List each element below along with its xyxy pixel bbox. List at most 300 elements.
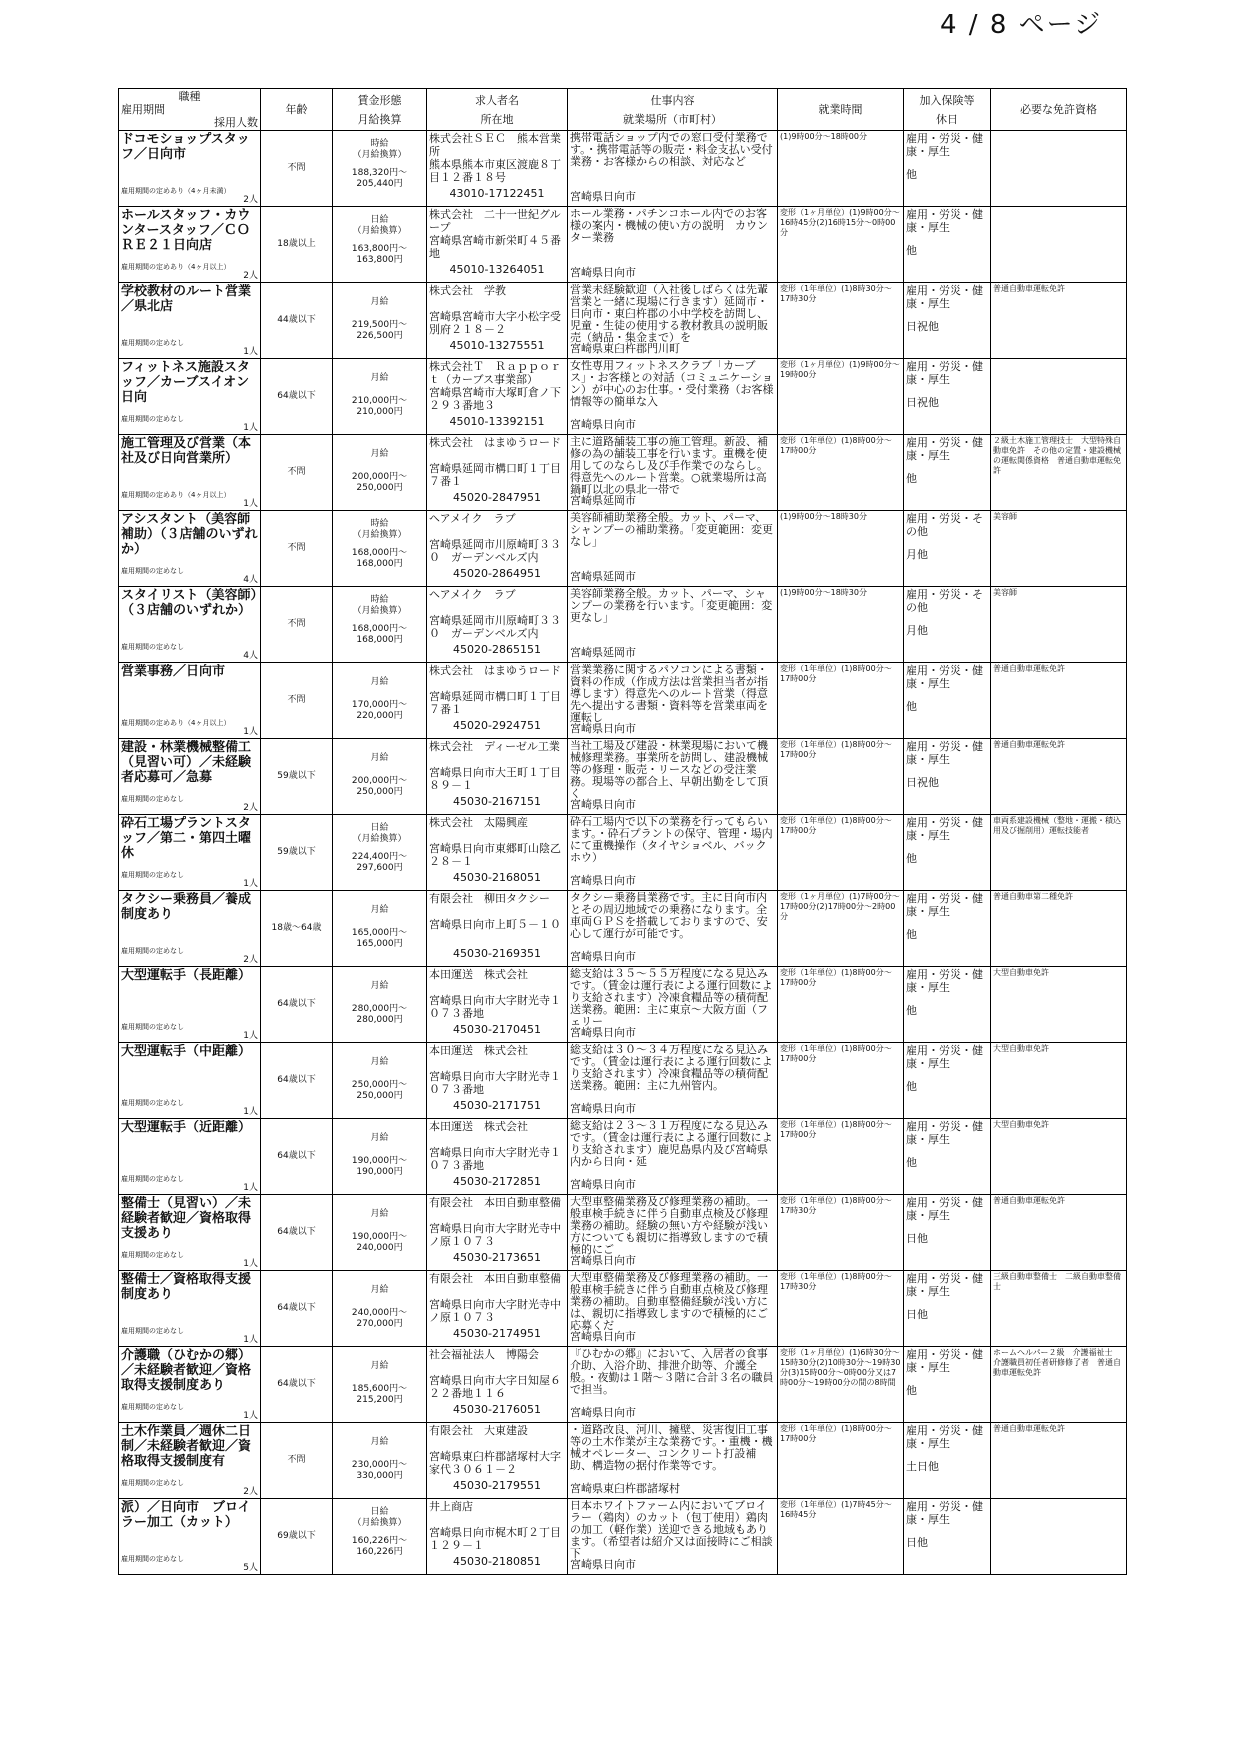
insurance: 雇用・労災・健康・厚生: [906, 816, 983, 842]
insurance-cell: [904, 587, 991, 663]
employment-period: 雇用期間の定めなし: [121, 567, 184, 575]
hire-count: 1人: [243, 1259, 258, 1269]
license-cell: [991, 1499, 1127, 1575]
holidays: 他: [906, 700, 917, 713]
work-cell: [568, 1347, 778, 1423]
wage-max: 270,000円: [356, 1319, 403, 1329]
wage-min: 163,800円～: [351, 244, 408, 254]
job-cell: [119, 587, 261, 663]
table-row: [119, 1195, 1127, 1271]
employer-name: 本田運送 株式会社: [429, 968, 528, 981]
holidays: 他: [906, 1080, 917, 1093]
hours-cell: (1)9時00分～18時30分: [778, 511, 904, 587]
insurance: 雇用・労災・健康・厚生: [906, 1348, 983, 1374]
work-cell: [568, 1499, 778, 1575]
employer-address: 宮崎県日向市大字財光寺中ノ原１０７３: [429, 1298, 561, 1324]
employer-name: 本田運送 株式会社: [429, 1120, 528, 1133]
work-place: 宮崎県日向市: [570, 418, 636, 431]
job-number: 45030-2170451: [453, 1023, 541, 1036]
employer-address: 宮崎県宮崎市大字小松字受別府２１８－２: [429, 310, 561, 336]
insurance-cell: [904, 359, 991, 435]
work-place: 宮崎県日向市: [570, 1102, 636, 1115]
employer-name: 株式会社 ディーゼル工業: [429, 740, 560, 753]
age-cell: 64歳以下: [261, 1195, 333, 1271]
job-number: 45020-2865151: [453, 643, 541, 656]
employer-address: 宮崎県日向市大字財光寺中ノ原１０７３: [429, 1222, 561, 1248]
job-title: スタイリスト（美容師）（３店舗のいずれか）: [121, 588, 257, 618]
work-content: 大型車整備業務及び修理業務の補助。一般車検手続きに伴う自動車点検及び修理業務の補助。自動車整備経験が浅い方には、親切に指導致しますので積極的にご応募くだ: [570, 1272, 768, 1331]
work-cell: [568, 587, 778, 663]
job-cell: [119, 435, 261, 511]
wage-min: 224,400円～: [351, 852, 408, 862]
wage-cell: [333, 1499, 427, 1575]
job-title: 大型運転手（近距離）: [121, 1120, 252, 1135]
wage-cell: [333, 131, 427, 207]
wage-max: 215,200円: [356, 1395, 403, 1405]
employer-address: 宮崎県宮崎市大塚町倉ノ下２９３番地３: [429, 386, 561, 412]
wage-type: 日給: [370, 823, 389, 833]
table-header: [119, 89, 1127, 131]
work-place: 宮崎県延岡市: [570, 570, 636, 583]
job-number: 45030-2169351: [453, 947, 541, 960]
wage-min: 185,600円～: [351, 1384, 408, 1394]
insurance-cell: [904, 435, 991, 511]
holidays: 土日他: [906, 1460, 939, 1473]
wage-max: 210,000円: [356, 407, 403, 417]
hours-cell: 変形（1年単位）(1)8時00分～17時00分: [778, 815, 904, 891]
work-place: 宮崎県東臼杵郡門川町: [570, 342, 680, 355]
work-cell: [568, 359, 778, 435]
employer-name: 株式会社 はまゆうロード: [429, 664, 561, 677]
work-content: 美容師業務全般。カット、パーマ、シャンプーの業務を行います。「変更範囲：変更なし」: [570, 588, 773, 624]
license-cell: 大型自動車免許: [991, 967, 1127, 1043]
wage-cell: [333, 1271, 427, 1347]
wage-cell: [333, 359, 427, 435]
wage-min: 230,000円～: [351, 1460, 408, 1470]
job-number: 45030-2167151: [453, 795, 541, 808]
employment-period: 雇用期間の定めなし: [121, 1099, 184, 1107]
work-cell: [568, 1195, 778, 1271]
job-number: 43010-17122451: [449, 187, 545, 200]
work-content: ・道路改良、河川、擁壁、災害復旧工事等の土木作業が主な業務です。・重機・機械オペレーター、コンクリート打設補助、構造物の据付作業等です。: [570, 1424, 773, 1472]
wage-cell: [333, 1043, 427, 1119]
header-wage: 賃金形態 月給換算: [333, 89, 427, 131]
job-title: 営業事務／日向市: [121, 664, 226, 679]
holidays: 他: [906, 472, 917, 485]
hours-cell: 変形（1ヶ月単位）(1)6時30分～15時30分(2)10時30分～19時30分(3)15時00分～0時00分又は7時00分～19時00分の間の8時間: [778, 1347, 904, 1423]
job-title: 大型運転手（中距離）: [121, 1044, 252, 1059]
hire-count: 4人: [243, 575, 258, 585]
wage-min: 160,226円～: [351, 1536, 408, 1546]
employer-cell: [427, 1271, 568, 1347]
wage-cell: [333, 739, 427, 815]
age-cell: 64歳以下: [261, 1271, 333, 1347]
job-cell: [119, 131, 261, 207]
license-cell: 普通自動車運転免許: [991, 1423, 1127, 1499]
job-cell: [119, 1423, 261, 1499]
holidays: 日他: [906, 1232, 928, 1245]
insurance: 雇用・労災・健康・厚生: [906, 1272, 983, 1298]
work-cell: [568, 1043, 778, 1119]
employment-period: 雇用期間の定めあり（4ヶ月未満）: [121, 187, 231, 195]
work-place: 宮崎県日向市: [570, 950, 636, 963]
wage-max: 190,000円: [356, 1167, 403, 1177]
job-number: 45030-2180851: [453, 1555, 541, 1568]
employer-name: 株式会社 はまゆうロード: [429, 436, 561, 449]
work-cell: [568, 739, 778, 815]
employment-period: 雇用期間の定めなし: [121, 1479, 184, 1487]
age-cell: 44歳以下: [261, 283, 333, 359]
job-number: 45030-2179551: [453, 1479, 541, 1492]
hours-cell: 変形（1年単位）(1)8時00分～17時00分: [778, 1043, 904, 1119]
table-row: [119, 511, 1127, 587]
license-cell: 大型自動車免許: [991, 1043, 1127, 1119]
wage-type: 月給: [370, 372, 389, 383]
table-row: [119, 1347, 1127, 1423]
employer-cell: [427, 663, 568, 739]
wage-min: 240,000円～: [351, 1308, 408, 1318]
employer-cell: [427, 283, 568, 359]
work-cell: [568, 663, 778, 739]
hire-count: 1人: [243, 347, 258, 357]
age-cell: 不問: [261, 1423, 333, 1499]
table-row: [119, 435, 1127, 511]
job-cell: [119, 283, 261, 359]
insurance: 雇用・労災・健康・厚生: [906, 1196, 983, 1222]
work-place: 宮崎県日向市: [570, 1178, 636, 1191]
job-number: 45020-2864951: [453, 567, 541, 580]
job-cell: [119, 1347, 261, 1423]
wage-type: 月給: [370, 904, 389, 915]
license-cell: [991, 359, 1127, 435]
age-cell: 64歳以下: [261, 967, 333, 1043]
wage-max: 160,226円: [356, 1547, 403, 1557]
age-cell: 不問: [261, 663, 333, 739]
license-cell: 普通自動車運転免許: [991, 1195, 1127, 1271]
header-hours: 就業時間: [778, 89, 904, 131]
work-place: 宮崎県日向市: [570, 1558, 636, 1571]
wage-min: 165,000円～: [351, 928, 408, 938]
license-cell: 三級自動車整備士 二級自動車整備士: [991, 1271, 1127, 1347]
job-title: 介護職（ひむかの郷）／未経験者歓迎／資格取得支援制度あり: [121, 1348, 252, 1393]
job-listing-table: [118, 88, 1127, 1575]
employment-period: 雇用期間の定めあり（4ヶ月以上）: [121, 719, 231, 727]
wage-max: 330,000円: [356, 1471, 403, 1481]
holidays: 月他: [906, 624, 928, 637]
table-row: [119, 1271, 1127, 1347]
table-row: [119, 891, 1127, 967]
wage-type: 月給: [370, 1284, 389, 1295]
hire-count: 1人: [243, 423, 258, 433]
age-cell: 64歳以下: [261, 359, 333, 435]
employer-address: 宮崎県延岡市川原崎町３３０ ガーデンベルズ内: [429, 538, 561, 564]
insurance: 雇用・労災・健康・厚生: [906, 132, 983, 158]
wage-max: 205,440円: [356, 179, 403, 189]
age-cell: 不問: [261, 131, 333, 207]
work-place: 宮崎県日向市: [570, 266, 636, 279]
holidays: 日祝他: [906, 320, 939, 333]
license-cell: 美容師: [991, 511, 1127, 587]
insurance-cell: [904, 1195, 991, 1271]
employer-name: 株式会社Ｔ Ｒａｐｐｏｒｔ（カーブス事業部）: [429, 360, 561, 386]
employer-address: 宮崎県日向市大字財光寺１０７３番地: [429, 1070, 561, 1096]
table-row: [119, 815, 1127, 891]
wage-min: 200,000円～: [351, 472, 408, 482]
employer-cell: [427, 131, 568, 207]
wage-min: 280,000円～: [351, 1004, 408, 1014]
wage-cell: [333, 1119, 427, 1195]
work-cell: [568, 435, 778, 511]
header-age: 年齢: [261, 89, 333, 131]
wage-cell: [333, 283, 427, 359]
work-content: ホール業務・パチンコホール内でのお客様の案内・機械の使い方の説明 カウンター業務: [570, 208, 768, 244]
insurance-cell: [904, 131, 991, 207]
wage-cell: [333, 815, 427, 891]
job-cell: [119, 1119, 261, 1195]
wage-type: 日給: [370, 1507, 389, 1517]
hire-count: 1人: [243, 1107, 258, 1117]
employer-address: 宮崎県延岡市構口町１丁目７番１: [429, 690, 561, 716]
insurance-cell: [904, 663, 991, 739]
employer-address: 宮崎県日向市梶木町２丁目１２９－１: [429, 1526, 561, 1552]
work-content: タクシー乗務員業務です。主に日向市内とその周辺地域での乗務になります。全車両ＧＰＳを搭載しておりますので、安心して運行が可能です。: [570, 892, 768, 940]
wage-note: （月給換算）: [352, 150, 407, 160]
insurance: 雇用・労災・健康・厚生: [906, 892, 983, 918]
wage-min: 170,000円～: [351, 700, 408, 710]
age-cell: 69歳以下: [261, 1499, 333, 1575]
work-place: 宮崎県日向市: [570, 798, 636, 811]
age-cell: 不問: [261, 435, 333, 511]
wage-note: （月給換算）: [352, 1518, 407, 1528]
job-number: 45010-13264051: [449, 263, 545, 276]
wage-cell: [333, 1423, 427, 1499]
wage-min: 168,000円～: [351, 548, 408, 558]
wage-max: 220,000円: [356, 711, 403, 721]
work-content: 砕石工場内で以下の業務を行ってもらいます。・砕石プラントの保守、管理・場内にて重機操作（タイヤショベル、バックホウ）: [570, 816, 773, 864]
age-cell: 不問: [261, 511, 333, 587]
insurance: 雇用・労災・健康・厚生: [906, 1424, 983, 1450]
wage-max: 163,800円: [356, 255, 403, 265]
work-content: 日本ホワイトファーム内においてブロイラー（鶏肉）のカット（包丁使用）鶏肉の加工（軽作業）送迎できる地域もあります。（希望者は紹介又は面接時にご相談下: [570, 1500, 773, 1559]
wage-type: 月給: [370, 448, 389, 459]
wage-max: 297,600円: [356, 863, 403, 873]
employment-period: 雇用期間の定めなし: [121, 795, 184, 803]
employer-name: 株式会社ＳＥＣ 熊本営業所: [429, 132, 561, 158]
work-place: 宮崎県延岡市: [570, 646, 636, 659]
wage-cell: [333, 663, 427, 739]
work-content: 携帯電話ショップ内での窓口受付業務です。・携帯電話等の販売・料金支払い受付業務・お客様からの相談、対応など: [570, 132, 773, 168]
age-cell: 不問: [261, 587, 333, 663]
insurance-cell: [904, 511, 991, 587]
work-content: 大型車整備業務及び修理業務の補助。一般車検手続きに伴う自動車点検及び修理業務の補助。経験の無い方や経験が浅い方についても親切に指導致しますので積極的にご: [570, 1196, 768, 1255]
wage-min: 210,000円～: [351, 396, 408, 406]
age-cell: 59歳以下: [261, 739, 333, 815]
wage-max: 250,000円: [356, 483, 403, 493]
job-cell: [119, 967, 261, 1043]
employment-period: 雇用期間の定めなし: [121, 339, 184, 347]
wage-type: 時給: [370, 139, 389, 149]
wage-min: 168,000円～: [351, 624, 408, 634]
hire-count: 1人: [243, 1183, 258, 1193]
holidays: 他: [906, 1004, 917, 1017]
wage-type: 月給: [370, 296, 389, 307]
table-row: [119, 1043, 1127, 1119]
license-cell: [991, 131, 1127, 207]
holidays: 他: [906, 852, 917, 865]
wage-max: 168,000円: [356, 559, 403, 569]
employment-period: 雇用期間の定めなし: [121, 947, 184, 955]
hours-cell: 変形（1年単位）(1)8時00分～17時00分: [778, 663, 904, 739]
insurance-cell: [904, 967, 991, 1043]
employer-name: 有限会社 柳田タクシー: [429, 892, 550, 905]
hours-cell: 変形（1年単位）(1)8時00分～17時30分: [778, 1195, 904, 1271]
wage-cell: [333, 1347, 427, 1423]
age-cell: 64歳以下: [261, 1043, 333, 1119]
work-content: 営業未経験歓迎（入社後しばらくは先輩営業と一緒に現場に行きます）延岡市・日向市・東臼杵郡の小中学校を訪問し、児童・生徒の使用する教材教具の説明販売（納品・集金まで）を: [570, 284, 768, 343]
age-cell: 18歳以上: [261, 207, 333, 283]
employer-cell: [427, 1499, 568, 1575]
wage-type: 月給: [370, 1360, 389, 1371]
employer-address: 宮崎県日向市大字日知屋６２２番地１１６: [429, 1374, 561, 1400]
hours-cell: (1)9時00分～18時00分: [778, 131, 904, 207]
work-content: 当社工場及び建設・林業現場において機械修理業務。事業所を訪問し、建設機械等の修理・販売・リースなどの受注業務。現場等の都合上、早朝出勤をして頂く: [570, 740, 768, 799]
wage-max: 280,000円: [356, 1015, 403, 1025]
hours-cell: 変形（1ヶ月単位）(1)9時00分～19時00分: [778, 359, 904, 435]
job-cell: [119, 1043, 261, 1119]
job-title: 建設・林業機械整備工（見習い可）／未経験者応募可／急募: [121, 740, 252, 785]
insurance: 雇用・労災・その他: [906, 588, 983, 614]
hire-count: 2人: [243, 803, 258, 813]
employer-name: 有限会社 本田自動車整備: [429, 1196, 561, 1209]
license-cell: 大型自動車免許: [991, 1119, 1127, 1195]
table-row: [119, 1119, 1127, 1195]
wage-note: （月給換算）: [352, 226, 407, 236]
job-cell: [119, 1195, 261, 1271]
wage-type: 月給: [370, 1436, 389, 1447]
hours-cell: 変形（1年単位）(1)7時45分～16時45分: [778, 1499, 904, 1575]
wage-cell: [333, 587, 427, 663]
employer-cell: [427, 815, 568, 891]
insurance-cell: [904, 1043, 991, 1119]
employer-name: 株式会社 太陽興産: [429, 816, 528, 829]
work-cell: [568, 1119, 778, 1195]
hours-cell: 変形（1年単位）(1)8時00分～17時00分: [778, 435, 904, 511]
job-cell: [119, 1271, 261, 1347]
work-place: 宮崎県日向市: [570, 874, 636, 887]
work-content: 総支給は２３～３１万程度になる見込みです。（賃金は運行表による運行回数により支給されます）鹿児島県内及び宮崎県内から日向・延: [570, 1120, 773, 1168]
age-cell: 59歳以下: [261, 815, 333, 891]
work-content: 営業業務に関するパソコンによる書類・資料の作成（作成方法は営業担当者が指導します）得意先へのルート営業（得意先へ提出する書類・資料等を営業車両を運転し: [570, 664, 768, 723]
hours-cell: 変形（1年単位）(1)8時00分～17時00分: [778, 739, 904, 815]
wage-note: （月給換算）: [352, 834, 407, 844]
wage-type: 月給: [370, 1056, 389, 1067]
work-cell: [568, 131, 778, 207]
insurance-cell: [904, 207, 991, 283]
header-employer: 求人者名 所在地: [427, 89, 568, 131]
employer-cell: [427, 1347, 568, 1423]
job-number: 45030-2172851: [453, 1175, 541, 1188]
employer-name: 井上商店: [429, 1500, 473, 1513]
table-row: [119, 587, 1127, 663]
work-place: 宮崎県日向市: [570, 1330, 636, 1343]
wage-note: （月給換算）: [352, 530, 407, 540]
holidays: 他: [906, 244, 917, 257]
job-cell: [119, 359, 261, 435]
wage-note: （月給換算）: [352, 606, 407, 616]
wage-cell: [333, 967, 427, 1043]
wage-type: 月給: [370, 1208, 389, 1219]
wage-cell: [333, 1195, 427, 1271]
table-row: [119, 739, 1127, 815]
table-row: [119, 1499, 1127, 1575]
table-row: [119, 283, 1127, 359]
holidays: 他: [906, 928, 917, 941]
employer-cell: [427, 891, 568, 967]
holidays: 日他: [906, 1536, 928, 1549]
employer-cell: [427, 1195, 568, 1271]
insurance: 雇用・労災・健康・厚生: [906, 664, 983, 690]
job-title: タクシー乗務員／養成制度あり: [121, 892, 252, 922]
wage-type: 時給: [370, 519, 389, 529]
job-title: 整備士（見習い）／未経験者歓迎／資格取得支援あり: [121, 1196, 252, 1241]
header-licenses: 必要な免許資格: [991, 89, 1127, 131]
wage-max: 250,000円: [356, 787, 403, 797]
work-cell: [568, 511, 778, 587]
job-cell: [119, 815, 261, 891]
age-cell: 64歳以下: [261, 1119, 333, 1195]
job-rows: [119, 131, 1127, 1575]
license-cell: 普通自動車運転免許: [991, 739, 1127, 815]
employer-cell: [427, 1423, 568, 1499]
insurance: 雇用・労災・健康・厚生: [906, 968, 983, 994]
job-number: 45030-2171751: [453, 1099, 541, 1112]
hire-count: 1人: [243, 1031, 258, 1041]
insurance: 雇用・労災・健康・厚生: [906, 1500, 983, 1526]
job-title: 土木作業員／週休二日制／未経験者歓迎／資格取得支援制度有: [121, 1424, 252, 1469]
insurance: 雇用・労災・健康・厚生: [906, 284, 983, 310]
job-title: 施工管理及び営業（本社及び日向営業所）: [121, 436, 252, 466]
employer-address: 宮崎県延岡市構口町１丁目７番１: [429, 462, 561, 488]
job-title: 派）／日向市 ブロイラー加工（カット）: [121, 1500, 251, 1530]
employer-address: 宮崎県日向市上町５－１０: [429, 918, 561, 931]
job-cell: [119, 511, 261, 587]
employment-period: 雇用期間の定めなし: [121, 643, 184, 651]
table-row: [119, 663, 1127, 739]
table-row: [119, 967, 1127, 1043]
header-job: 職種 雇用期間 採用人数: [119, 89, 261, 131]
hire-count: 1人: [243, 499, 258, 509]
work-cell: [568, 207, 778, 283]
insurance: 雇用・労災・健康・厚生: [906, 360, 983, 386]
insurance-cell: [904, 1423, 991, 1499]
wage-type: 時給: [370, 595, 389, 605]
work-content: 総支給は３５～５５万程度になる見込みです。（賃金は運行表による運行回数により支給されます）冷凍食糧品等の積荷配送業務。範囲：主に東京～大阪方面（フェリー: [570, 968, 773, 1027]
hire-count: 1人: [243, 727, 258, 737]
hire-count: 2人: [243, 195, 258, 205]
employment-period: 雇用期間の定めなし: [121, 871, 184, 879]
insurance-cell: [904, 1347, 991, 1423]
job-number: 45010-13275551: [449, 339, 545, 352]
wage-min: 190,000円～: [351, 1232, 408, 1242]
hire-count: 2人: [243, 1487, 258, 1497]
license-cell: 普通自動車運転免許: [991, 663, 1127, 739]
wage-cell: [333, 207, 427, 283]
job-cell: [119, 1499, 261, 1575]
insurance: 雇用・労災・健康・厚生: [906, 740, 983, 766]
work-place: 宮崎県日向市: [570, 190, 636, 203]
employer-name: 社会福祉法人 博陽会: [429, 1348, 539, 1361]
page-number: 4 / 8 ページ: [940, 10, 1103, 40]
